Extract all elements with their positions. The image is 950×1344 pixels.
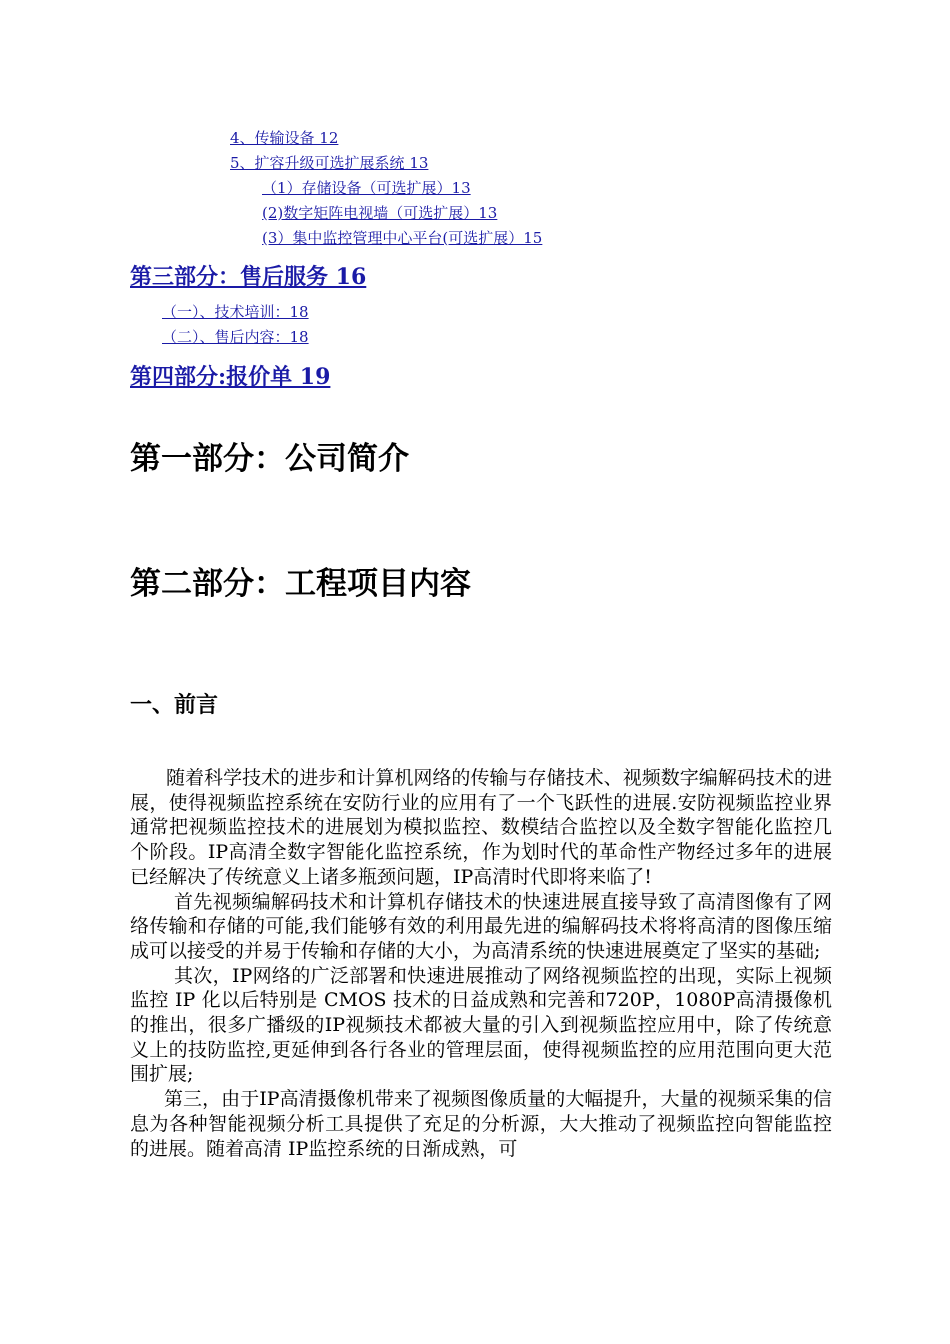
toc-link-video-wall[interactable]: (2)数字矩阵电视墙（可选扩展）13 xyxy=(262,204,498,222)
heading-section-preface: 一、前言 xyxy=(130,692,219,718)
paragraph-1: 随着科学技术的进步和计算机网络的传输与存储技术、视频数字编解码技术的进展，使得视频监控系统在安防行业的应用有了一个飞跃性的进展.安防视频监控业界通常把视频监控技术的进展划为模拟监控、数模结合监控以及全数字智能化监控几个阶段。IP高清全数字智能化监控系统，作为划时代的革命性产物经过多年的进展已经解决了传统意义上诸多瓶颈问题，IP高清时代即将来临了! xyxy=(130,767,832,888)
heading-part-two: 第二部分：工程项目内容 xyxy=(130,566,471,602)
toc-link-transmission-equipment[interactable]: 4、传输设备 12 xyxy=(230,129,339,147)
toc-link-quotation[interactable]: 第四部分:报价单 19 xyxy=(130,364,331,390)
heading-part-one: 第一部分：公司简介 xyxy=(130,441,409,477)
toc-link-after-sales[interactable]: 第三部分：售后服务 16 xyxy=(130,264,367,290)
toc-link-storage-equipment[interactable]: （1）存储设备（可选扩展）13 xyxy=(262,179,471,197)
paragraph-3: 其次，IP网络的广泛部署和快速进展推动了网络视频监控的出现，实际上视频监控 IP 化以后特别是 CMOS 技术的日益成熟和完善和720P，1080P高清摄像机的推出，很多广播级的IP视频技术都被大量的引入到视频监控应用中，除了传统意义上的技防监控,更延伸到各行各业的管理层面，使得视频监控的应用范围向更大范围扩展; xyxy=(130,964,832,1086)
paragraph-2: 首先视频编解码技术和计算机存储技术的快速进展直接导致了高清图像有了网络传输和存储的可能,我们能够有效的利用最先进的编解码技术将将高清的图像压缩成可以接受的并易于传输和存储的大小，为高清系统的快速进展奠定了坚实的基础; xyxy=(130,890,832,962)
paragraph-4: 第三，由于IP高清摄像机带来了视频图像质量的大幅提升，大量的视频采集的信息为各种智能视频分析工具提供了充足的分析源，大大推动了视频监控向智能监控的进展。随着高清 IP监控系统的日渐成熟，可 xyxy=(130,1088,832,1160)
preface-body xyxy=(130,766,832,1161)
toc-link-after-sales-content[interactable]: （二）、售后内容：18 xyxy=(162,328,309,346)
toc-link-expansion-system[interactable]: 5、扩容升级可选扩展系统 13 xyxy=(230,154,429,172)
toc-link-management-center[interactable]: (3）集中监控管理中心平台(可选扩展）15 xyxy=(262,229,543,247)
toc-link-training[interactable]: （一）、技术培训：18 xyxy=(162,303,309,321)
